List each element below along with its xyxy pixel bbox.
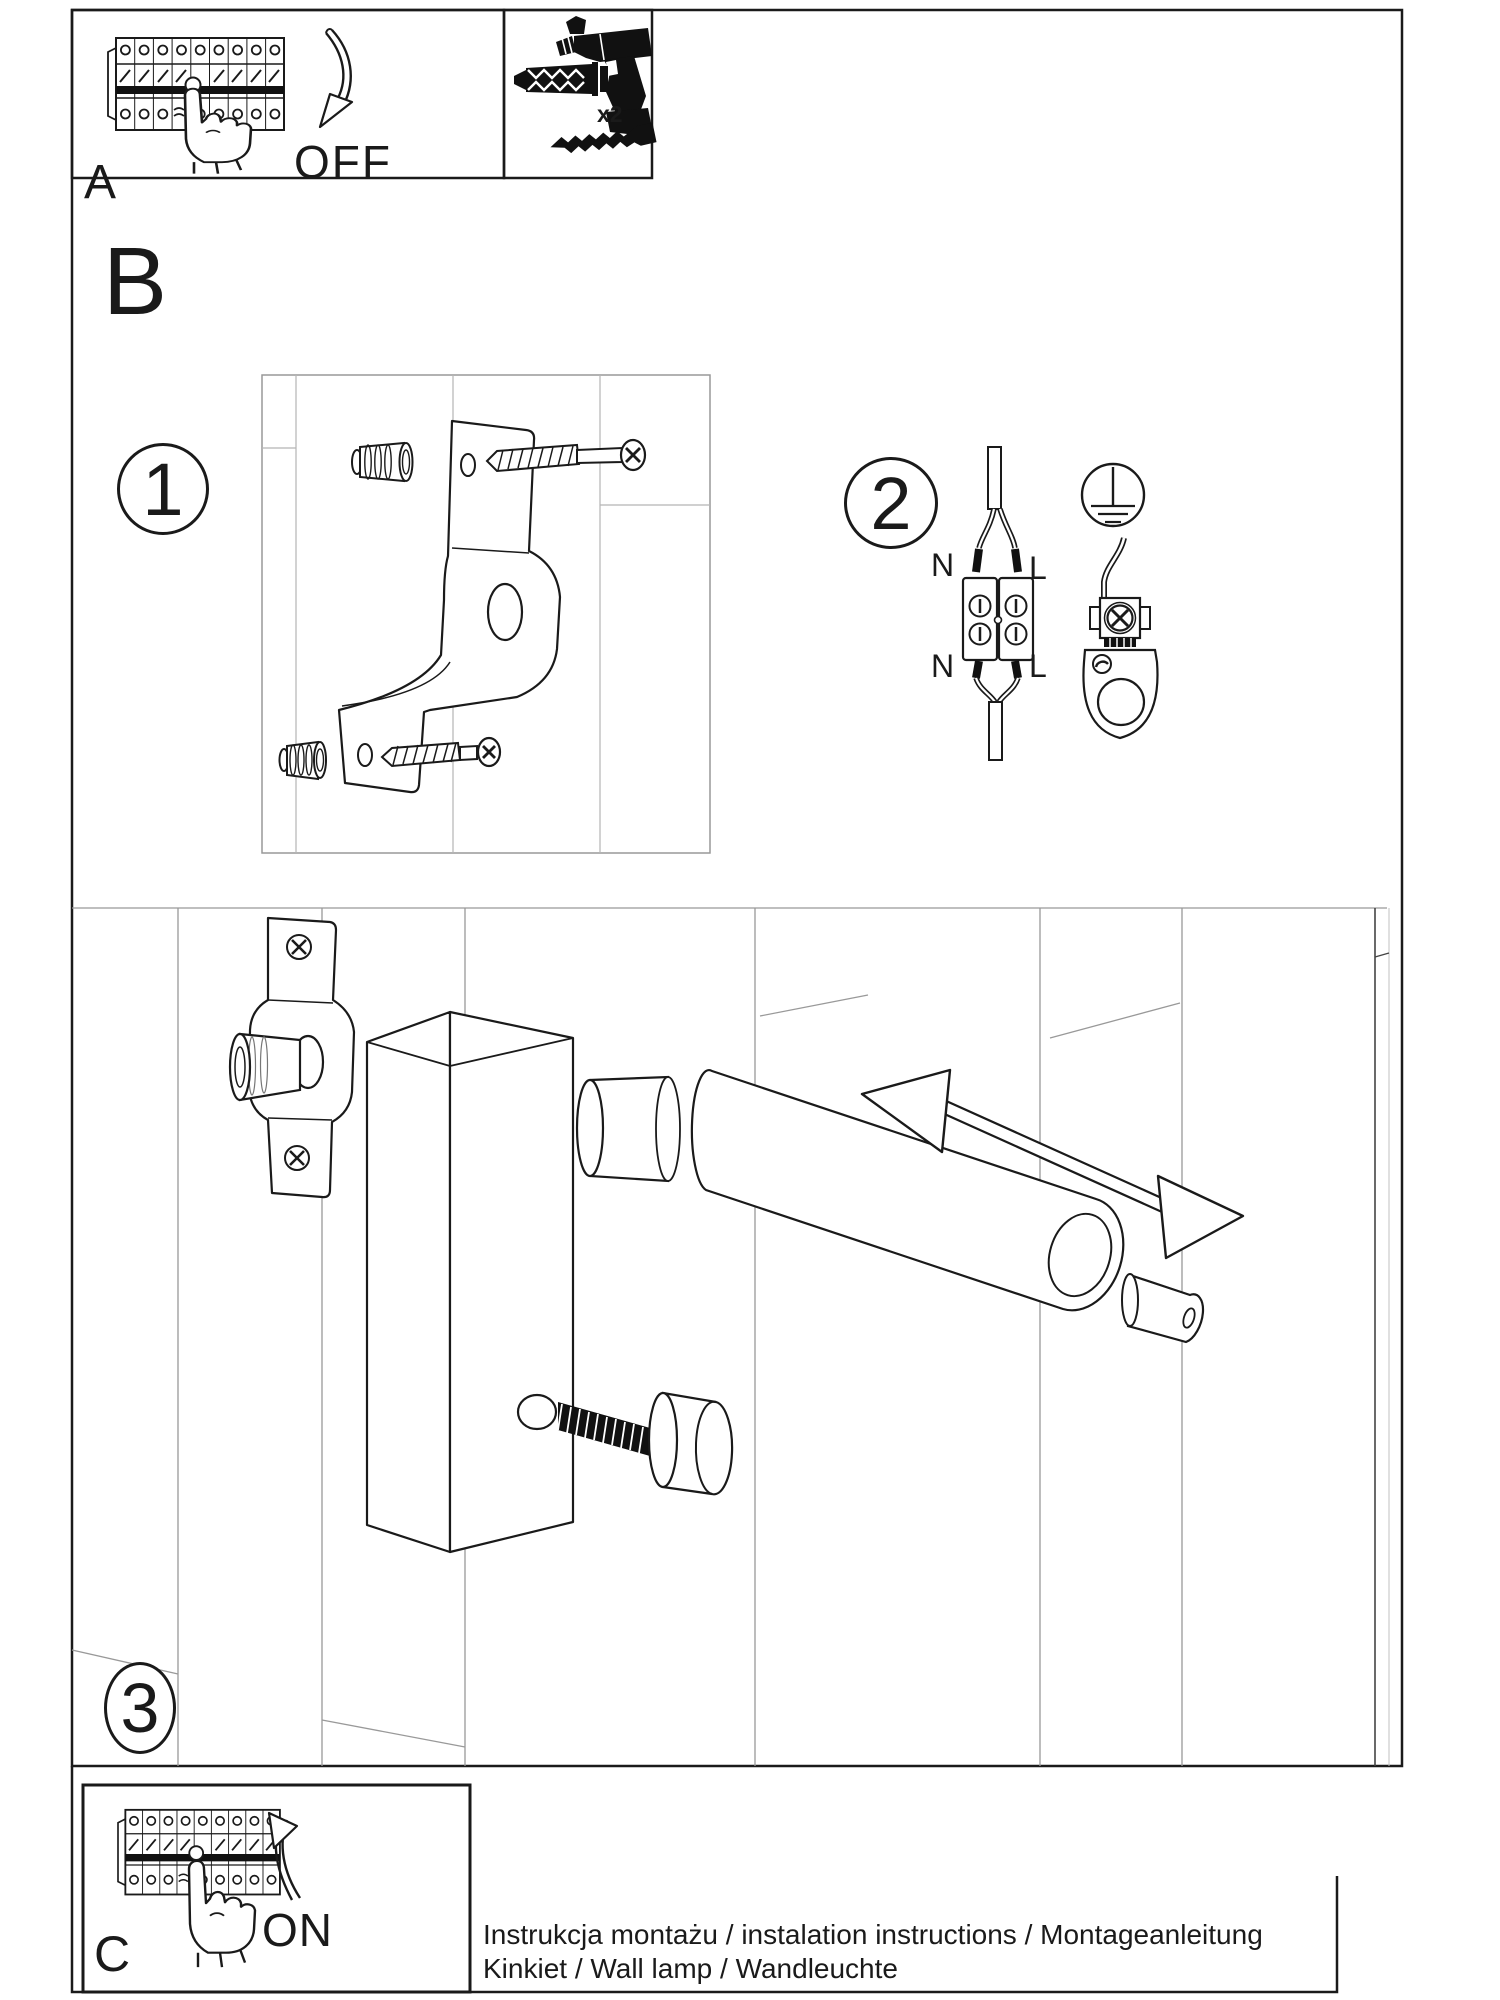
step-2-number: 2 xyxy=(870,461,912,545)
step-3-number: 3 xyxy=(120,1669,160,1747)
box-c-label: C xyxy=(94,1926,131,1982)
footer-line-1: Instrukcja montażu / instalation instructions / Montageanleitung xyxy=(483,1919,1263,1950)
power-off-label: OFF xyxy=(294,136,392,188)
step-1-number: 1 xyxy=(142,447,184,531)
step-3-badge xyxy=(104,1662,176,1754)
step1-cap-bottom-icon xyxy=(280,742,327,779)
wire-n-top-label: N xyxy=(931,547,955,583)
step2-wire-top-icon xyxy=(976,447,1018,572)
wire-n-bottom-label: N xyxy=(931,648,955,684)
step2-wire-bottom-icon xyxy=(976,661,1018,760)
lamp-end-cap xyxy=(1122,1274,1203,1342)
footer-line-2: Kinkiet / Wall lamp / Wandleuchte xyxy=(483,1953,898,1984)
step2-earth-symbol-icon xyxy=(1082,464,1144,526)
anchor-icon xyxy=(514,62,608,96)
step2-ground-wire-icon xyxy=(1104,538,1124,598)
off-arrow-icon xyxy=(320,29,352,127)
step-1-badge xyxy=(117,443,209,535)
step1-cap-top-icon xyxy=(352,443,413,481)
anchor-quantity-label: x2 xyxy=(597,101,623,127)
power-on-label: ON xyxy=(262,1904,333,1956)
lamp-socket xyxy=(577,1077,680,1181)
step3-wall-box-icon xyxy=(367,1012,573,1552)
step2-terminal-block-icon xyxy=(963,578,1033,660)
box-a-label: A xyxy=(84,156,117,209)
screw-icon xyxy=(549,122,657,155)
wire-l-bottom-label: L xyxy=(1029,648,1047,684)
section-b-label: B xyxy=(103,228,168,335)
step-2-badge xyxy=(844,457,938,549)
step2-ground-terminal-icon xyxy=(1083,598,1157,738)
step3-bushing-icon xyxy=(230,1034,300,1100)
wire-l-top-label: L xyxy=(1029,550,1047,586)
